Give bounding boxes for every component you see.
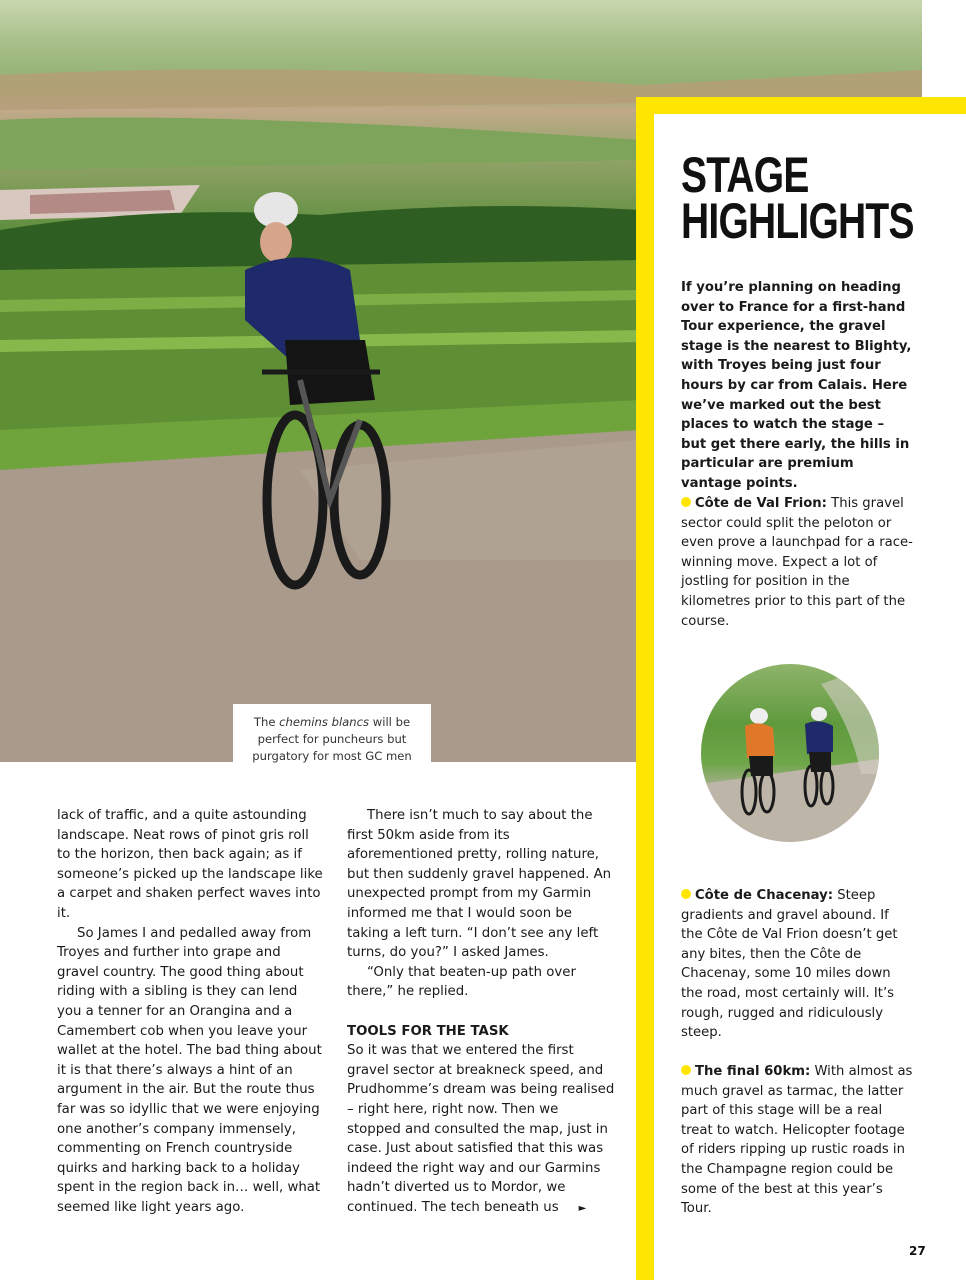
subheading: TOOLS FOR THE TASK (347, 1023, 509, 1039)
highlight-final-60km (681, 1062, 913, 1219)
paragraph: “Only that beaten-up path over there,” he replied. (347, 964, 576, 1000)
bullet-dot (681, 1065, 691, 1075)
article-column-2 (347, 806, 615, 1218)
continue-arrow-icon: ► (578, 1202, 587, 1214)
page-number: 27 (909, 1244, 926, 1258)
paragraph: So James I and pedalled away from Troyes and further into grape and gravel country. The good thing about riding with a sibling is they can lend you a tenner for an Orangina and a Camembert cob when you leave your wallet at the hotel. The bad thing about it is that there’s always a hint of an argument in the air. But the route thus far was so idyllic that we were enjoying one another’s company immensely, commenting on French countryside quirks and harking back to a holiday spent in the region back in… well, what seemed like light years ago. (57, 925, 322, 1215)
highlight-text: With almost as much gravel as tarmac, the latter part of this stage will be a real treat to watch. Helicopter footage of riders ripping up rustic roads in the Champagne region could be some of the best at this year’s Tour. (681, 1064, 913, 1217)
caption-after: will be perfect for puncheurs but purgatory for most GC men (252, 715, 412, 763)
article-column-1 (57, 806, 325, 1217)
sidebar-intro: If you’re planning on heading over to France for a first-hand Tour experience, the gravel stage is the nearest to Blighty, with Troyes being just four hours by car from Calais. Here we’ve marked out the best places to watch the stage – but get there early, the hills in particular are premium vantage points. (681, 280, 912, 491)
highlight-chacenay (681, 886, 913, 1043)
paragraph: There isn’t much to say about the first 50km aside from its aforementioned pretty, rolling nature, but then suddenly gravel happened. An unexpected prompt from my Garmin informed me that I would soon be taking a left turn. “I don’t see any left turns, do you?” I asked James. (347, 808, 612, 961)
sidebar-title-line2: HIGHLIGHTS (681, 193, 914, 249)
paragraph (347, 1041, 615, 1218)
paragraph: lack of traffic, and a quite astounding landscape. Neat rows of pinot gris roll to the horizon, then back again; as if someone’s picked up the landscape like a carpet and shaken perfect waves into it. (57, 808, 323, 921)
paragraph-text: So it was that we entered the first gravel sector at breakneck speed, and Prudhomme’s dream was being realised – right here, right now. Then we stopped and consulted the map, just in case. Just about satisfied that this was indeed the right way and our Garmins hadn’t diverted us to Mordor, we continued. The tech beneath us (347, 1043, 615, 1215)
highlight-heading: The final 60km: (695, 1064, 811, 1079)
riders-circle-illustration (701, 664, 879, 842)
caption-italic: chemins blancs (279, 715, 370, 729)
highlight-heading: Côte de Val Frion: (695, 496, 827, 511)
sidebar-title (681, 147, 914, 249)
highlight-text: This gravel sector could split the peloton or even prove a launchpad for a race-winning move. Expect a lot of jostling for position in the kilometres prior to this part of the course. (681, 496, 913, 629)
highlight-val-frion (681, 494, 913, 631)
highlight-text: Steep gradients and gravel abound. If the Côte de Val Frion doesn’t get any bites, then the Côte de Chacenay, some 10 miles down the road, most certainly will. It’s rough, rugged and ridiculously steep. (681, 888, 898, 1041)
sidebar-title-line1: STAGE (681, 147, 809, 203)
highlight-heading: Côte de Chacenay: (695, 888, 834, 903)
riders-circle-photo (701, 664, 879, 842)
photo-caption (233, 704, 431, 762)
caption-before: The (253, 715, 280, 729)
bullet-dot (681, 497, 691, 507)
bullet-dot (681, 889, 691, 899)
